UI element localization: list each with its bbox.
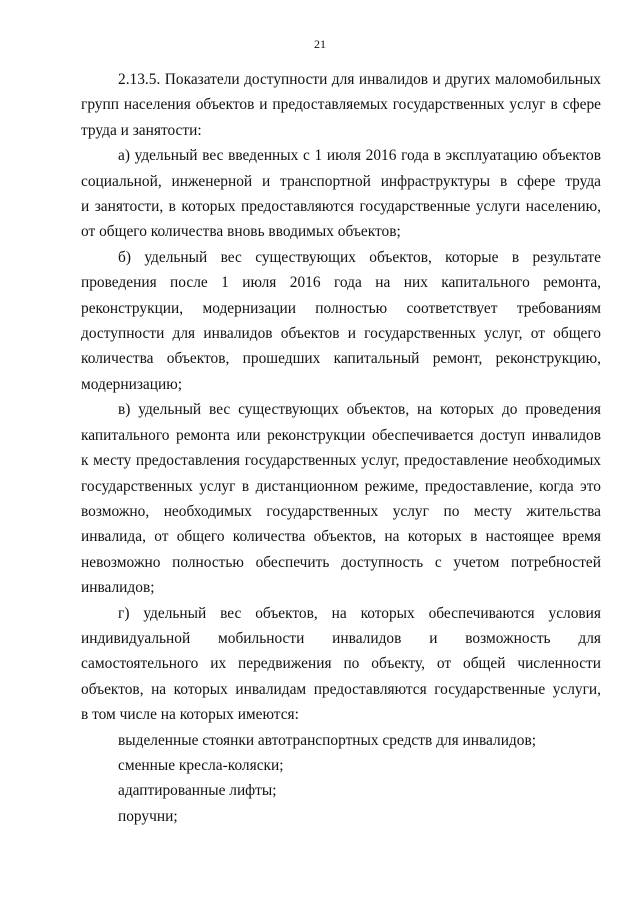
- text-line: 2.13.5. Показатели доступности для инвалидов и других маломобильных: [118, 71, 601, 88]
- text-line: проведения после 1 июля 2016 года на них капитального ремонта,: [81, 274, 601, 292]
- text-line: групп населения объектов и предоставляемых государственных услуг в сфере: [81, 96, 601, 114]
- paragraph-p-g: [81, 601, 601, 728]
- text-line: и занятости, в которых предоставляются государственные услуги населению,: [81, 198, 601, 216]
- paragraph-p-v: [81, 397, 601, 600]
- text-line: выделенные стоянки автотранспортных средств для инвалидов;: [118, 731, 536, 749]
- text-line: количества объектов, прошедших капитальный ремонт, реконструкцию,: [81, 350, 601, 368]
- text-line: инвалидов;: [81, 579, 155, 597]
- text-line: сменные кресла-коляски;: [118, 756, 284, 774]
- paragraph-p-b: [81, 245, 601, 397]
- text-line: г) удельный вес объектов, на которых обеспечиваются условия: [118, 604, 601, 622]
- paragraph-p-list3: [118, 778, 601, 803]
- page-number: 21: [314, 37, 326, 51]
- text-line: к месту предоставления государственных услуг, предоставление необходимых: [81, 452, 601, 470]
- text-line: невозможно полностью обеспечить доступность с учетом потребностей: [81, 553, 601, 571]
- paragraph-p-list2: [118, 753, 601, 778]
- text-line: в том числе на которых имеются:: [81, 706, 299, 724]
- text-line: адаптированные лифты;: [118, 782, 277, 800]
- text-line: а) удельный вес введенных с 1 июля 2016 года в эксплуатацию объектов: [118, 147, 601, 165]
- text-line: возможно, необходимых государственных услуг по месту жительства: [81, 502, 601, 520]
- paragraph-p-2135: [81, 67, 601, 143]
- paragraph-p-list4: [118, 804, 601, 829]
- text-line: самостоятельного их передвижения по объекту, от общей численности: [81, 655, 601, 673]
- text-line: индивидуальной мобильности инвалидов и возможность для: [81, 629, 601, 647]
- text-line: реконструкции, модернизации полностью соответствует требованиям: [81, 299, 601, 317]
- text-line: доступности для инвалидов объектов и государственных услуг, от общего: [81, 325, 601, 343]
- text-line: объектов, на которых инвалидам предоставляются государственные услуги,: [81, 680, 601, 698]
- text-line: труда и занятости:: [81, 121, 202, 139]
- text-line: модернизацию;: [81, 375, 182, 393]
- text-line: государственных услуг в дистанционном режиме, предоставление, когда это: [81, 477, 601, 495]
- text-line: от общего количества вновь вводимых объектов;: [81, 223, 401, 241]
- text-line: в) удельный вес существующих объектов, на которых до проведения: [118, 401, 601, 419]
- text-line: инвалида, от общего количества объектов, на которых в настоящее время: [81, 528, 601, 546]
- text-line: социальной, инженерной и транспортной инфраструктуры в сфере труда: [81, 172, 601, 190]
- paragraph-p-list1: [118, 728, 601, 753]
- text-line: б) удельный вес существующих объектов, которые в результате: [118, 248, 601, 266]
- text-line: поручни;: [118, 807, 178, 825]
- paragraph-p-a: [81, 143, 601, 245]
- document-body: [81, 67, 601, 829]
- text-line: капитального ремонта или реконструкции обеспечивается доступ инвалидов: [81, 426, 601, 444]
